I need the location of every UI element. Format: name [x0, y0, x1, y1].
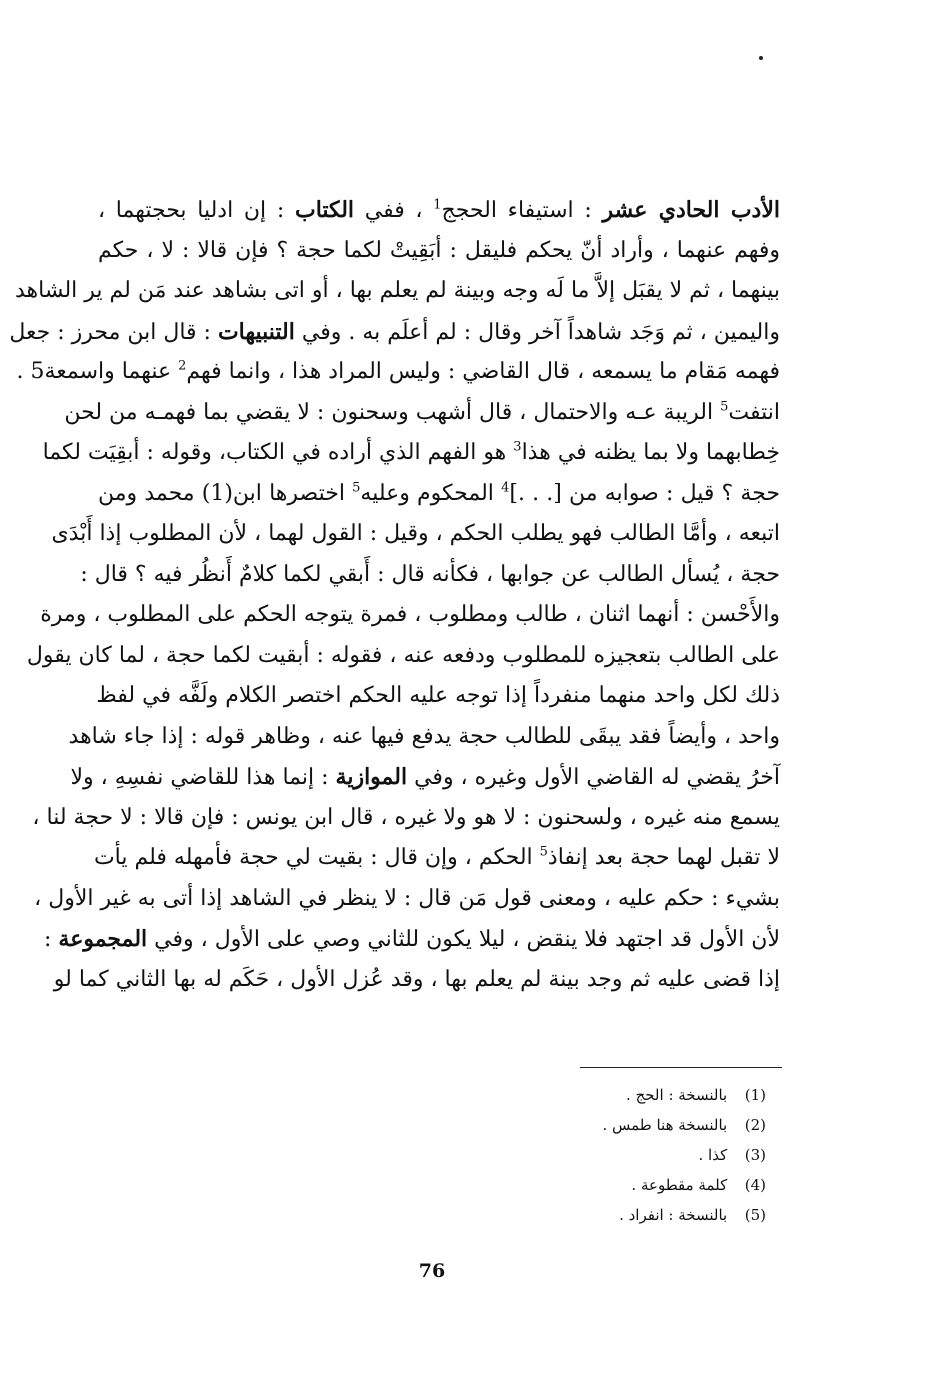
text-line-4: واليمين ، ثم وَجَد شاهداً آخر وقال : لم أعلَم به . وفي التنبيهات : قال ابن محرز : جعل — [9, 318, 780, 345]
text-line-9: اتبعه ، وأمَّا الطالب فهو يطلب الحكم ، وقيل : القول لهما ، لأن المطلوب إذا أَبْدَى — [51, 521, 780, 546]
text-line-15: آخرُ يقضي له القاضي الأول وغيره ، وفي الموازية : إنما هذا للقاضي نفسِهِ ، ولا — [70, 764, 780, 790]
footnote-ref: 1 — [433, 197, 442, 213]
footnote — [520, 1140, 766, 1170]
footnote-ref: 2 — [178, 358, 187, 374]
scan-speck — [759, 56, 763, 60]
footnote-ref: 3 — [513, 439, 522, 455]
text-line-17: لا تقبل لهما حجة بعد إنفاذ$^5$ الحكم ، وإن قال : بقيت لي حجة فأمهله فلم يأت — [93, 844, 780, 870]
footnote-ref: 5 — [539, 844, 548, 860]
footnote-divider — [580, 1067, 782, 1068]
footnote-ref: 4 — [501, 480, 510, 496]
text-line-14: واحد ، وأيضاً فقد يبقَى للطالب حجة يدفع فيها عنه ، وظاهر قوله : إذا جاء شاهد — [68, 723, 780, 749]
text-line-19: لأن الأول قد اجتهد فلا ينقض ، ليلا يكون للثاني وصي على الأول ، وفي المجموعة : — [44, 926, 780, 952]
text-line-1: الأدب الحادي عشر : استيفاء الحجج$^1$ ، ففي الكتاب : إن ادليا بحجتهما ، — [98, 197, 781, 223]
text-line-3: بينهما ، ثم لا يقبَل إلاَّ ما لَه وجه وبينة لم يعلم بها ، أو اتى بشاهد عند مَن لم ير الشاهد — [15, 278, 780, 303]
footnote — [520, 1170, 766, 1200]
footnote-text: بالنسخة هنا طمس . — [602, 1116, 728, 1134]
footnote-text: كذا . — [698, 1146, 728, 1164]
footnote-number: (5) — [744, 1206, 766, 1224]
footnote-number: (2) — [744, 1116, 766, 1134]
text-line-12: على الطالب بتعجيزه للمطلوب ودفعه عنه ، فقوله : أبقيت لكما حجة ، لما كان يقول — [26, 642, 780, 668]
text-line-7: خِطابهما ولا بما يظنه في هذا$^3$ هو الفهم الذي أراده في الكتاب، وقوله : أبقِيَت لكما — [42, 439, 780, 465]
text-line-13: ذلك لكل واحد منهما منفرداً إذا توجه عليه الحكم اختصر الكلام ولَفَّه في لفظ — [96, 683, 780, 708]
text-line-8: حجة ؟ قيل : صوابه من [. . .]$^4$ المحكوم وعليه$^5$ اختصرها ابن(1) محمد ومن — [98, 480, 780, 506]
footnote-text: كلمة مقطوعة . — [631, 1176, 728, 1194]
footnote — [520, 1200, 766, 1230]
text-line-2: وفهم عنهما ، وأراد أنّ يحكم فليقل : أبَقِيتْ لكما حجة ؟ فإن قالا : لا ، حكم — [98, 237, 780, 263]
page-number: 76 — [418, 1260, 446, 1282]
source-title: المجموعة — [58, 926, 148, 952]
text-line-20: إذا قضى عليه ثم وجد بينة لم يعلم بها ، وقد عُزل الأول ، حَكَم له بها الثاني كما لو — [53, 966, 780, 992]
footnote-number: (1) — [744, 1086, 766, 1104]
footnote-ref: 5 — [352, 480, 361, 496]
text-line-11: والأَحْسن : أنهما اثنان ، طالب ومطلوب ، فمرة يتوجه الحكم على المطلوب ، ومرة — [40, 602, 780, 627]
footnote-number: (4) — [744, 1176, 766, 1194]
body-text — [9, 190, 781, 1000]
text-line-5: فهمه مَقام ما يسمعه ، قال القاضي : وليس المراد هذا ، وانما فهم$^2$ عنهما واسمعة5 . — [16, 358, 780, 384]
text-line-18: بشيء : حكم عليه ، ومعنى قول مَن قال : لا ينظر في الشاهد إذا أتى به غير الأول ، — [34, 885, 780, 911]
footnote-text: بالنسخة : انفراد . — [619, 1206, 728, 1224]
footnote-text: بالنسخة : الحج . — [626, 1086, 728, 1104]
section-heading: الأدب الحادي عشر — [602, 197, 781, 223]
text-line-16: يسمع منه غيره ، ولسحنون : لا هو ولا غيره ، قال ابن يونس : فإن قالا : لا حجة لنا ، — [32, 804, 780, 830]
footnotes — [520, 1080, 766, 1230]
footnote — [520, 1110, 766, 1140]
footnote-ref: 5 — [720, 399, 729, 415]
source-title: الموازية — [335, 764, 408, 790]
footnote — [520, 1080, 766, 1110]
text-line-10: حجة ، يُسأل الطالب عن جوابها ، فكأنه قال : أَبقي لكما كلامٌ أَنظُر فيه ؟ قال : — [80, 561, 780, 587]
source-title: التنبيهات — [217, 318, 295, 345]
text-line-6: انتفت$^5$ الريبة عـه والاحتمال ، قال أشهب وسحنون : لا يقضي بما فهمـه من لحن — [64, 399, 780, 425]
footnote-number: (3) — [744, 1146, 766, 1164]
source-title: الكتاب — [295, 197, 355, 223]
